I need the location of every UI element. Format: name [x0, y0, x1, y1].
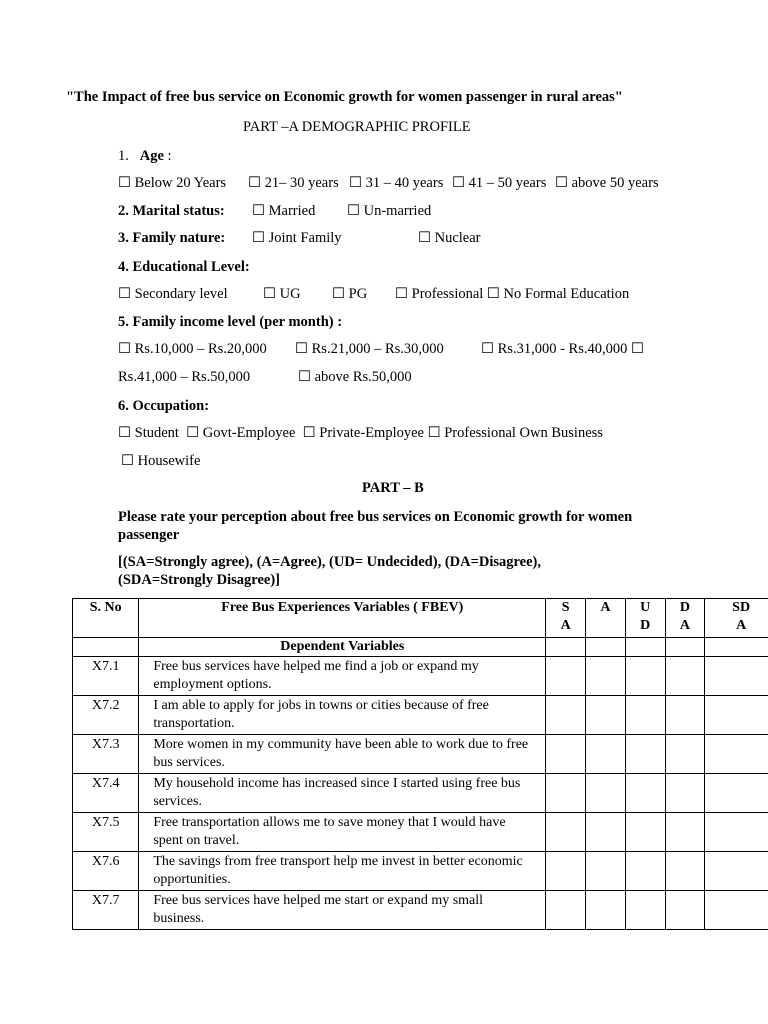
rating-scale-line2: (SDA=Strongly Disagree)]	[118, 572, 280, 588]
row-statement: More women in my community have been able to work due to free bus services.	[139, 735, 546, 774]
rating-cell-da[interactable]	[665, 813, 705, 852]
question-income-label: 5. Family income level (per month) :	[118, 314, 343, 330]
question-age: 1. Age :	[118, 148, 172, 164]
option-checkbox[interactable]: ☐ Rs.10,000 – Rs.20,000	[118, 341, 267, 357]
table-row	[73, 852, 768, 891]
row-id: X7.3	[73, 735, 139, 774]
row-statement: Free bus services have helped me find a job or expand my employment options.	[139, 657, 546, 696]
rating-cell-a[interactable]	[586, 735, 626, 774]
row-id: X7.4	[73, 774, 139, 813]
header-da: D A	[665, 599, 705, 638]
question-number: 1.	[118, 148, 129, 164]
row-id: X7.7	[73, 891, 139, 930]
table-row	[73, 813, 768, 852]
header-sa: S A	[546, 599, 586, 638]
question-occupation-label: 6. Occupation:	[118, 398, 210, 414]
rating-cell-ud[interactable]	[625, 774, 665, 813]
row-id: X7.2	[73, 696, 139, 735]
option-checkbox[interactable]: ☐ 31 – 40 years	[349, 175, 444, 191]
rating-cell-da[interactable]	[665, 735, 705, 774]
rating-cell-a[interactable]	[586, 813, 626, 852]
section-label: Dependent Variables	[139, 638, 546, 657]
rating-cell-sda[interactable]	[705, 735, 768, 774]
table-row	[73, 696, 768, 735]
rating-cell-ud[interactable]	[625, 813, 665, 852]
header-sno: S. No	[73, 599, 139, 638]
option-checkbox[interactable]: ☐ 41 – 50 years	[452, 175, 547, 191]
option-checkbox[interactable]: ☐ Rs.21,000 – Rs.30,000	[295, 341, 444, 357]
rating-cell-a[interactable]	[586, 774, 626, 813]
header-sda: SD A	[705, 599, 768, 638]
option-checkbox[interactable]: ☐ 21– 30 years	[248, 175, 339, 191]
rating-cell-da[interactable]	[665, 774, 705, 813]
rating-cell-ud[interactable]	[625, 696, 665, 735]
occupation-options[interactable]: ☐ Student ☐ Govt-Employee ☐ Private-Employee ☐ Professional Own Business	[118, 425, 603, 441]
rating-cell-sda[interactable]	[705, 891, 768, 930]
row-statement: The savings from free transport help me invest in better economic opportunities.	[139, 852, 546, 891]
rating-cell-da[interactable]	[665, 852, 705, 891]
header-a: A	[586, 599, 626, 638]
rating-cell-a[interactable]	[586, 657, 626, 696]
part-b-heading: PART – B	[362, 480, 424, 496]
rating-cell-ud[interactable]	[625, 852, 665, 891]
option-checkbox[interactable]: ☐ Secondary level	[118, 286, 228, 302]
document-title: "The Impact of free bus service on Economic growth for women passenger in rural areas"	[66, 89, 623, 105]
row-id: X7.6	[73, 852, 139, 891]
question-label: 3. Family nature:	[118, 230, 226, 246]
part-b-instruction-line2: passenger	[118, 527, 180, 543]
option-checkbox[interactable]: ☐ Married	[252, 203, 316, 219]
rating-cell-sa[interactable]	[546, 657, 586, 696]
table-row	[73, 735, 768, 774]
row-statement: Free bus services have helped me start or expand my small business.	[139, 891, 546, 930]
question-label: 2. Marital status:	[118, 203, 225, 219]
option-checkbox[interactable]: ☐ UG	[263, 286, 301, 302]
rating-cell-sa[interactable]	[546, 696, 586, 735]
question-education-label: 4. Educational Level:	[118, 259, 250, 275]
option-checkbox[interactable]: ☐ Professional ☐ No Formal Education	[395, 286, 630, 302]
rating-cell-ud[interactable]	[625, 891, 665, 930]
table-row	[73, 774, 768, 813]
rating-cell-sda[interactable]	[705, 852, 768, 891]
rating-cell-a[interactable]	[586, 696, 626, 735]
row-statement: Free transportation allows me to save money that I would have spent on travel.	[139, 813, 546, 852]
rating-cell-da[interactable]	[665, 696, 705, 735]
option-checkbox[interactable]: ☐ Joint Family	[252, 230, 342, 246]
rating-cell-sa[interactable]	[546, 813, 586, 852]
rating-cell-sda[interactable]	[705, 696, 768, 735]
rating-cell-sda[interactable]	[705, 774, 768, 813]
rating-cell-sa[interactable]	[546, 852, 586, 891]
option-checkbox[interactable]: ☐ above 50 years	[555, 175, 659, 191]
option-checkbox[interactable]: ☐ Un-married	[347, 203, 432, 219]
rating-cell-ud[interactable]	[625, 657, 665, 696]
question-label: Age	[139, 148, 164, 164]
option-checkbox[interactable]: ☐ above Rs.50,000	[298, 369, 412, 385]
table-header-row	[73, 599, 768, 638]
row-statement: I am able to apply for jobs in towns or cities because of free transportation.	[139, 696, 546, 735]
option-checkbox[interactable]: ☐ Rs.31,000 - Rs.40,000 ☐	[481, 341, 644, 357]
rating-cell-sda[interactable]	[705, 813, 768, 852]
rating-cell-sa[interactable]	[546, 774, 586, 813]
rating-cell-sda[interactable]	[705, 657, 768, 696]
option-checkbox[interactable]: ☐ Below 20 Years	[118, 175, 227, 191]
row-statement: My household income has increased since I started using free bus services.	[139, 774, 546, 813]
rating-cell-da[interactable]	[665, 657, 705, 696]
option-checkbox[interactable]: Rs.41,000 – Rs.50,000	[118, 369, 251, 385]
occupation-option-housewife[interactable]: ☐ Housewife	[121, 453, 201, 469]
option-checkbox[interactable]: ☐ PG	[332, 286, 368, 302]
rating-cell-sa[interactable]	[546, 891, 586, 930]
rating-cell-a[interactable]	[586, 852, 626, 891]
part-b-instruction-line1: Please rate your perception about free bus services on Economic growth for women	[118, 509, 633, 525]
rating-cell-sa[interactable]	[546, 735, 586, 774]
header-ud: U D	[625, 599, 665, 638]
row-id: X7.5	[73, 813, 139, 852]
part-a-heading: PART –A DEMOGRAPHIC PROFILE	[243, 119, 471, 135]
rating-table	[72, 598, 768, 930]
rating-cell-da[interactable]	[665, 891, 705, 930]
rating-scale-line1: [(SA=Strongly agree), (A=Agree), (UD= Undecided), (DA=Disagree),	[118, 554, 541, 570]
section-row	[73, 638, 768, 657]
option-checkbox[interactable]: ☐ Nuclear	[418, 230, 481, 246]
rating-cell-ud[interactable]	[625, 735, 665, 774]
rating-cell-a[interactable]	[586, 891, 626, 930]
row-id: X7.1	[73, 657, 139, 696]
header-variable: Free Bus Experiences Variables ( FBEV)	[139, 599, 546, 638]
table-row	[73, 891, 768, 930]
table-row	[73, 657, 768, 696]
